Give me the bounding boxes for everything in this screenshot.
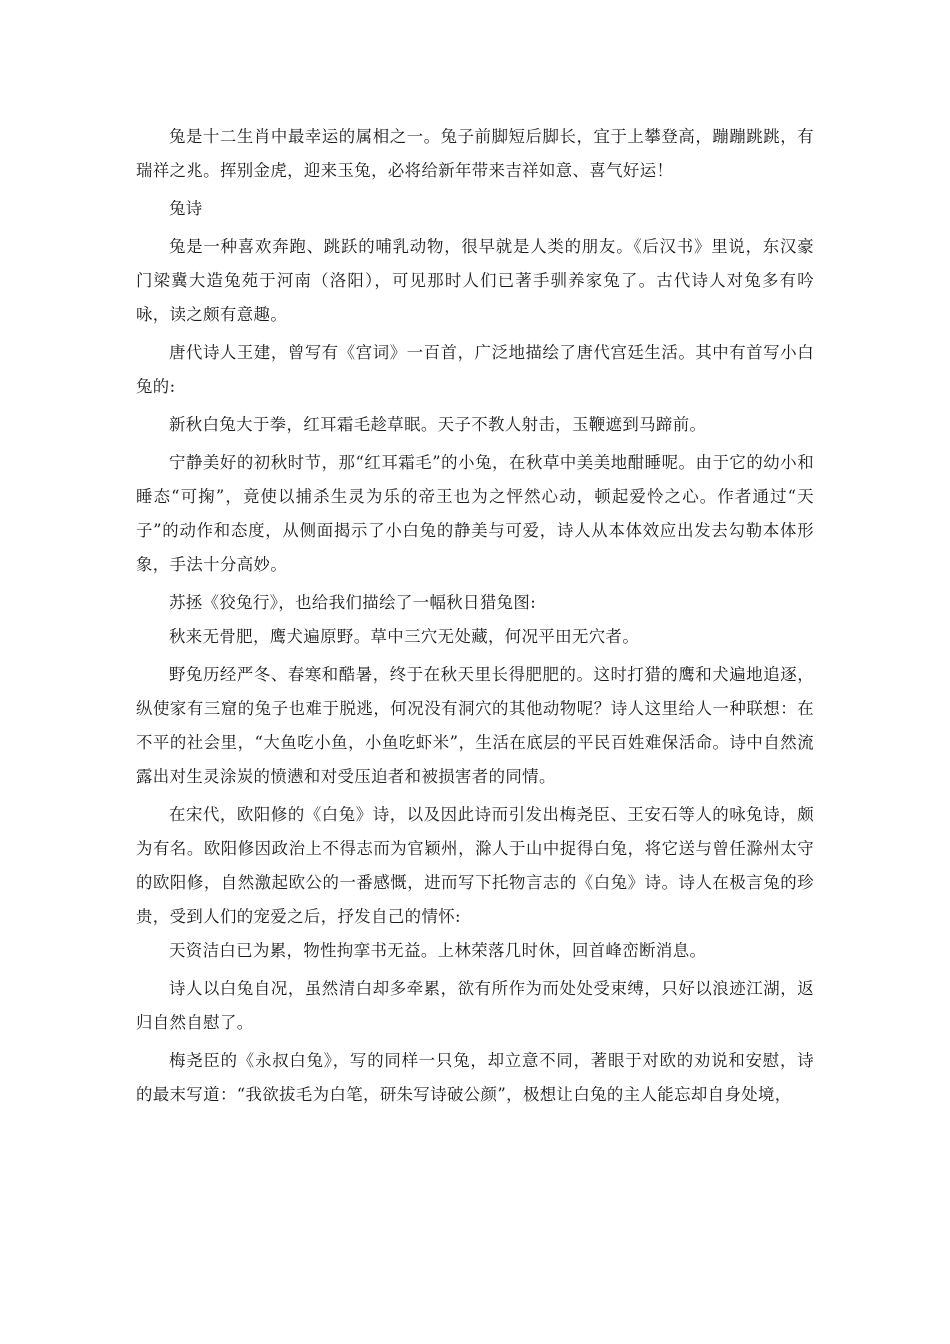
- paragraph: 梅尧臣的《永叔白兔》，写的同样一只兔，却立意不同，著眼于对欧的劝说和安慰，诗的最末写道：“我欲拔毛为白笔，研朱写诗破公颜”，极想让白兔的主人能忘却自身处境，: [136, 1051, 814, 1104]
- paragraph: 诗人以白兔自况，虽然清白却多牵累，欲有所作为而处处受束缚，只好以浪迹江湖，返归自然自慰了。: [136, 979, 814, 1032]
- paragraph: 野兔历经严冬、春寒和酷暑，终于在秋天里长得肥肥的。这时打猎的鹰和犬遍地追逐，纵使家有三窟的兔子也难于脱逃，何况没有洞穴的其他动物呢？诗人这里给人一种联想：在不平的社会里，“大鱼吃小鱼，小鱼吃虾米”，生活在底层的平民百姓难保活命。诗中自然流露出对生灵涂炭的愤懑和对受压迫者和被损害者的同情。: [136, 665, 814, 786]
- poem-quote: 新秋白兔大于拳，红耳霜毛趁草眠。天子不教人射击，玉鞭遮到马蹄前。: [169, 415, 707, 434]
- document-body: [136, 120, 814, 1112]
- section-heading: 兔诗: [169, 199, 203, 218]
- paragraph: 唐代诗人王建，曾写有《宫词》一百首，广泛地描绘了唐代宫廷生活。其中有首写小白兔的:: [136, 343, 814, 396]
- poem-quote: 天资洁白已为累，物性拘挛书无益。上林荣落几时休，回首峰峦断消息。: [169, 941, 707, 960]
- paragraph: 苏拯《狡兔行》，也给我们描绘了一幅秋日猎兔图:: [169, 593, 537, 612]
- paragraph: 在宋代，欧阳修的《白兔》诗，以及因此诗而引发出梅尧臣、王安石等人的咏兔诗，颇为有名。欧阳修因政治上不得志而为官颖州，滁人于山中捉得白兔，将它送与曾任滁州太守的欧阳修，自然激起欧公的一番感慨，进而写下托物言志的《白兔》诗。诗人在极言兔的珍贵，受到人们的宠爱之后，抒发自己的情怀:: [136, 805, 814, 926]
- paragraph: 宁静美好的初秋时节，那“红耳霜毛”的小兔，在秋草中美美地酣睡呢。由于它的幼小和睡态“可掬”，竟使以捕杀生灵为乐的帝王也为之怦然心动，顿起爱怜之心。作者通过“天子”的动作和态度，从侧面揭示了小白兔的静美与可爱，诗人从本体效应出发去勾勒本体形象，手法十分高妙。: [136, 453, 814, 574]
- paragraph-intro: 兔是十二生肖中最幸运的属相之一。兔子前脚短后脚长，宜于上攀登高，蹦蹦跳跳，有瑞祥之兆。挥别金虎，迎来玉兔，必将给新年带来吉祥如意、喜气好运！: [136, 127, 814, 180]
- paragraph: 兔是一种喜欢奔跑、跳跃的哺乳动物，很早就是人类的朋友。《后汉书》里说，东汉豪门梁冀大造兔苑于河南（洛阳），可见那时人们已著手驯养家兔了。古代诗人对兔多有吟咏，读之颇有意趣。: [136, 237, 814, 324]
- poem-quote: 秋来无骨肥，鹰犬遍原野。草中三穴无处藏，何况平田无穴者。: [169, 627, 640, 646]
